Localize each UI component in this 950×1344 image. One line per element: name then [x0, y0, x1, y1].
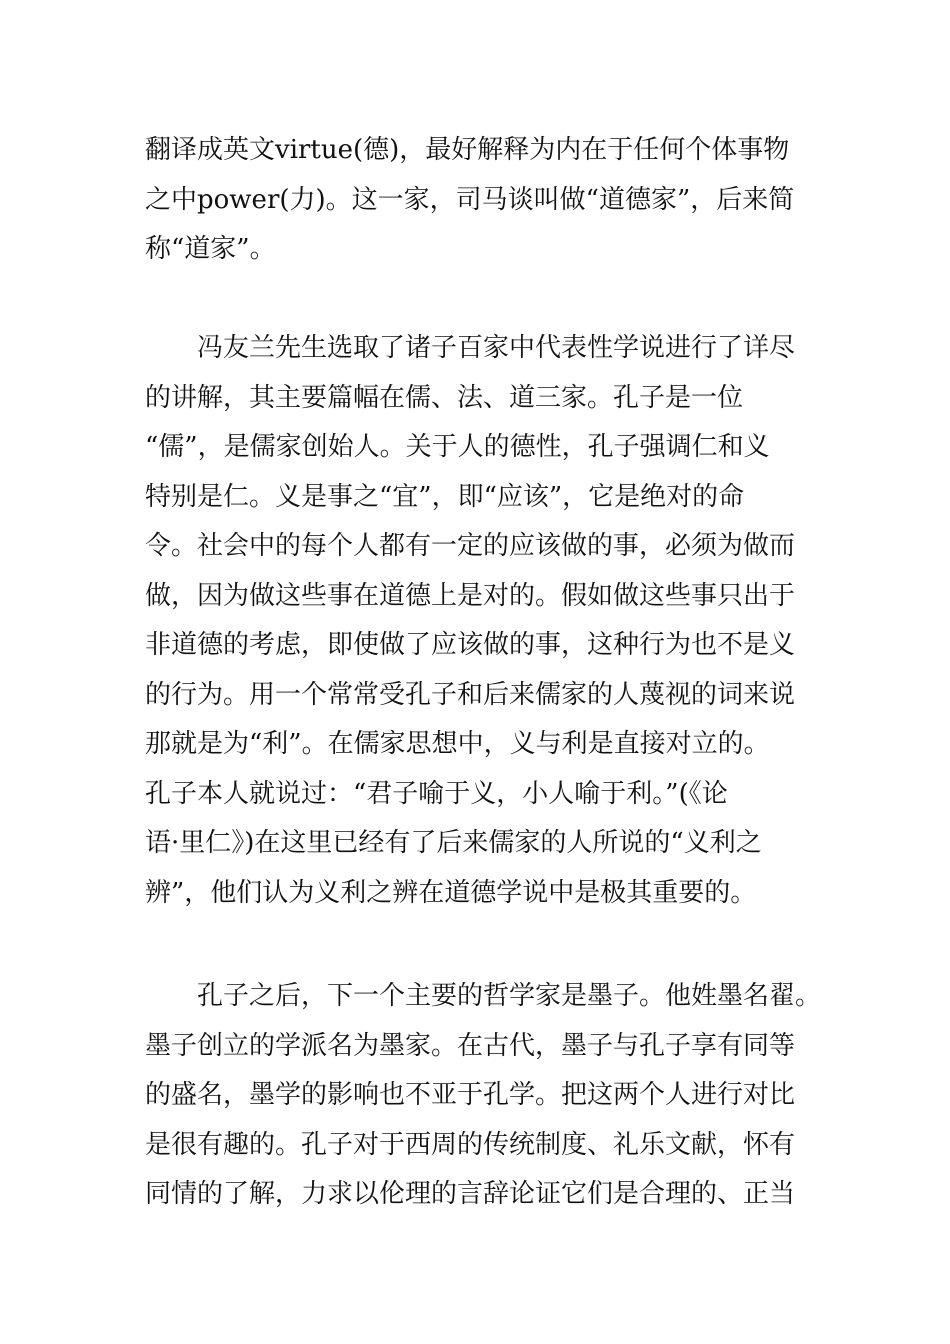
text-line: 之中power(力)。这一家，司马谈叫做“道德家”，后来简 — [145, 184, 795, 215]
text-line: 那就是为“利”。在儒家思想中，义与利是直接对立的。 — [145, 729, 770, 759]
text-line: 语·里仁》)在这里已经有了后来儒家的人所说的“义利之 — [145, 828, 762, 858]
text-line: 的讲解，其主要篇幅在儒、法、道三家。孔子是一位 — [145, 382, 744, 413]
paragraph-daojia — [145, 126, 835, 275]
text-line: 做，因为做这些事在道德上是对的。假如做这些事只出于 — [145, 580, 796, 611]
text-line: 墨子创立的学派名为墨家。在古代，墨子与孔子享有同等 — [145, 1030, 796, 1061]
paragraph-confucius — [145, 324, 835, 918]
text-line: 称“道家”。 — [145, 234, 276, 264]
text-line: 是很有趣的。孔子对于西周的传统制度、礼乐文献，怀有 — [145, 1129, 796, 1160]
text-line: “儒”，是儒家创始人。关于人的德性，孔子强调仁和义 — [145, 432, 770, 462]
text-line: 令。社会中的每个人都有一定的应该做的事，必须为做而 — [145, 531, 796, 561]
text-line: 特别是仁。义是事之“宜”，即“应该”，它是绝对的命 — [145, 481, 745, 512]
text-line: 翻译成英文virtue(德)，最好解释为内在于任何个体事物 — [145, 135, 790, 165]
text-line: 孔子之后，下一个主要的哲学家是墨子。他姓墨名翟。 — [145, 981, 822, 1011]
text-line: 孔子本人就说过：“君子喻于义，小人喻于利。”(《论 — [145, 778, 728, 809]
paragraph-mozi — [145, 972, 835, 1220]
text-line: 的行为。用一个常常受孔子和后来儒家的人蔑视的词来说 — [145, 679, 796, 710]
text-line: 的盛名，墨学的影响也不亚于孔学。把这两个人进行对比 — [145, 1080, 796, 1110]
text-line: 非道德的考虑，即使做了应该做的事，这种行为也不是义 — [145, 630, 796, 660]
text-line: 同情的了解，力求以伦理的言辞论证它们是合理的、正当 — [145, 1179, 796, 1209]
text-line: 辨”，他们认为义利之辨在道德学说中是极其重要的。 — [145, 877, 757, 908]
text-line: 冯友兰先生选取了诸子百家中代表性学说进行了详尽 — [145, 333, 796, 363]
